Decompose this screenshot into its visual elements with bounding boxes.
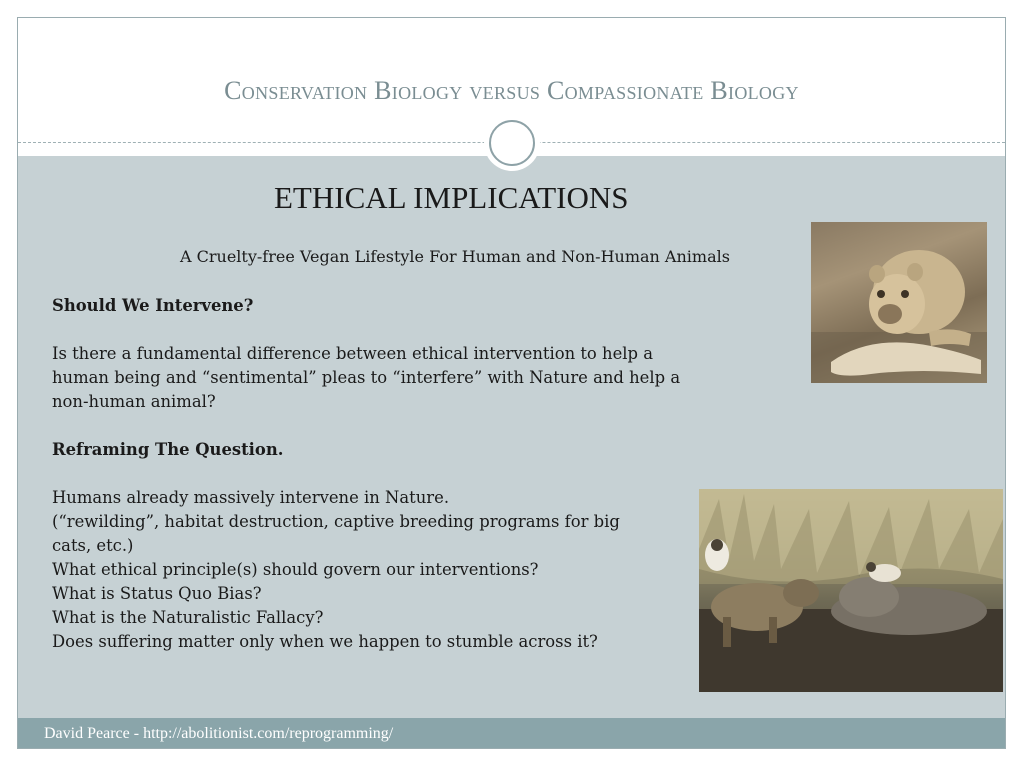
slide [17, 17, 1006, 749]
slide-title: Conservation Biology versus Compassionate Biology [224, 76, 799, 105]
section-subheading: A Cruelty-free Vegan Lifestyle For Human and Non-Human Animals [180, 247, 730, 266]
hyena-illustration [699, 489, 1003, 692]
body-line: cats, etc.) [52, 536, 134, 555]
question-heading-reframing: Reframing The Question. [52, 440, 284, 459]
footer-band [18, 718, 1005, 749]
section-heading: ETHICAL IMPLICATIONS [274, 180, 629, 215]
footer-credit: David Pearce - http://abolitionist.com/reprogramming/ [44, 725, 394, 742]
body-line: Humans already massively intervene in Nature. [52, 488, 450, 507]
circle-ring-icon [489, 120, 535, 166]
body-line: What is Status Quo Bias? [52, 584, 262, 603]
question-heading-intervene: Should We Intervene? [52, 296, 254, 315]
lioness-photo [811, 222, 987, 383]
body-line: (“rewilding”, habitat destruction, captive breeding programs for big [52, 512, 620, 531]
body-line: Does suffering matter only when we happen to stumble across it? [52, 632, 598, 651]
hyena-photo [699, 489, 1003, 692]
body-line: Is there a fundamental difference between ethical intervention to help a [52, 344, 653, 363]
body-line: What ethical principle(s) should govern our interventions? [52, 560, 539, 579]
body-line: non-human animal? [52, 392, 216, 411]
body-line: What is the Naturalistic Fallacy? [52, 608, 324, 627]
body-line: human being and “sentimental” pleas to “interfere” with Nature and help a [52, 368, 681, 387]
body-text [52, 294, 732, 654]
circle-badge-icon [484, 115, 540, 171]
lioness-illustration [811, 222, 987, 383]
